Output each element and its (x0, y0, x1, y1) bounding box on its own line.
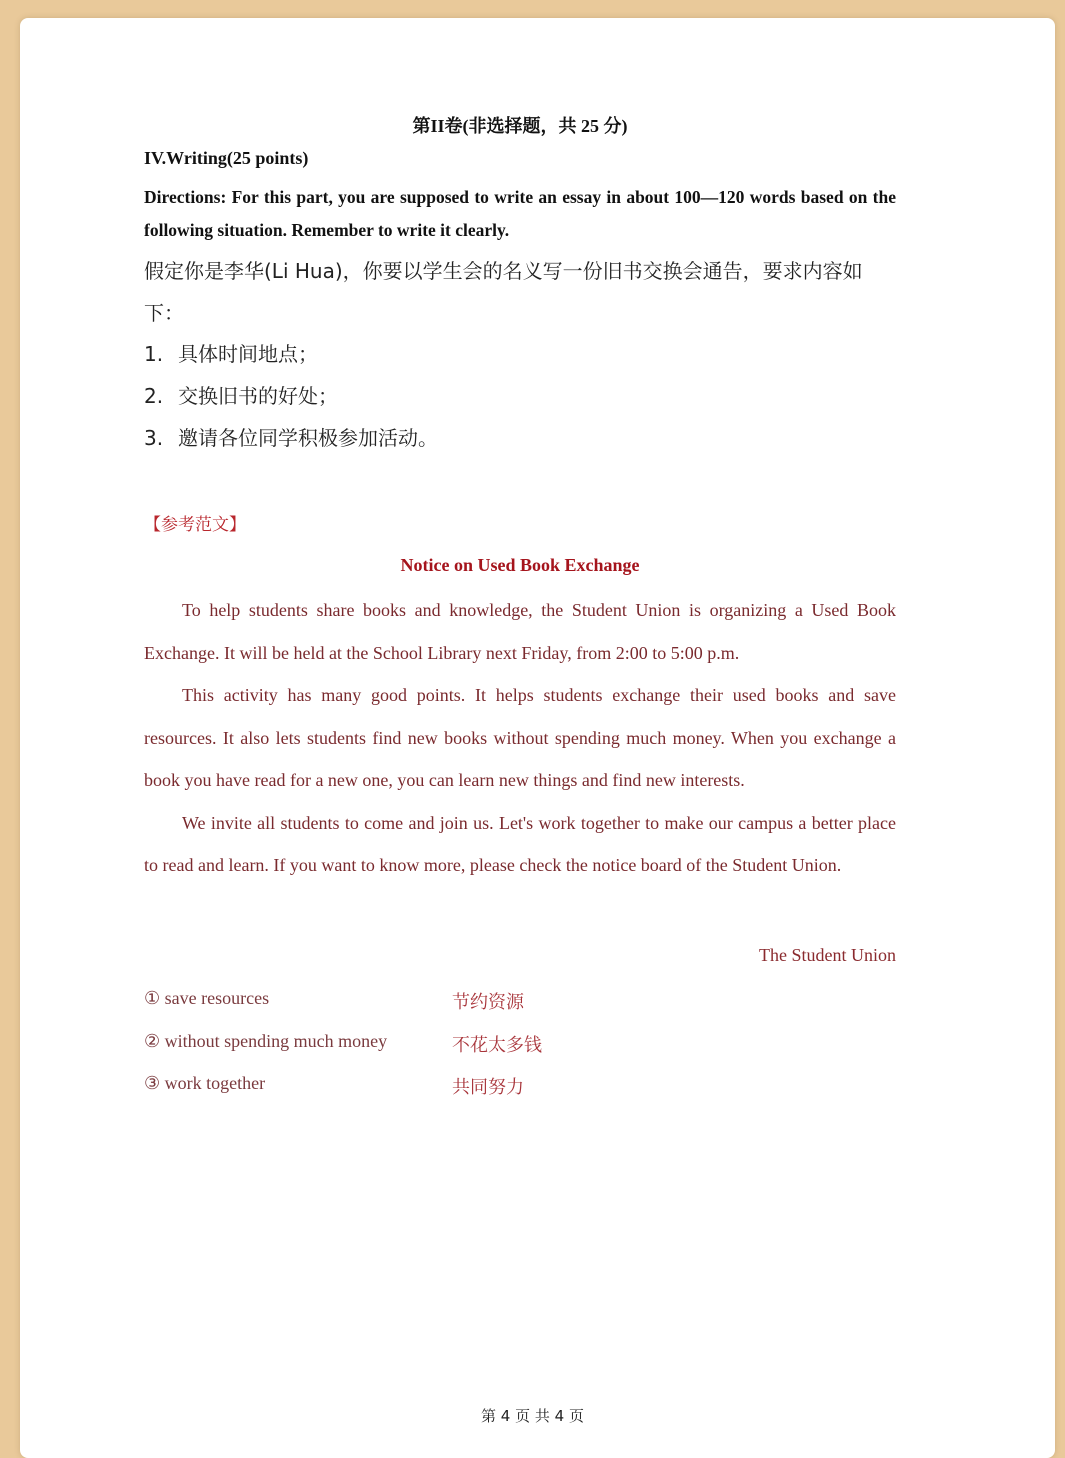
vocabulary-item (144, 1031, 896, 1074)
task-prompt: 假定你是李华(Li Hua)，你要以学生会的名义写一份旧书交换会通告，要求内容如下： (144, 259, 863, 325)
vocabulary-item (144, 988, 896, 1031)
requirement-number: 1. (144, 342, 164, 366)
reference-tag: 【参考范文】 (144, 515, 246, 535)
vocabulary-english: ① save resources (144, 988, 270, 1008)
essay-paragraph: We invite all students to come and join us. Let's work together to make our campus a better place to read and learn. If you want to know more, please check the notice board of the Student Union. (144, 812, 896, 875)
requirement-item (144, 333, 438, 375)
requirement-item (144, 375, 438, 417)
requirement-number: 3. (144, 426, 164, 450)
requirement-item (144, 417, 438, 459)
essay-signature: The Student Union (759, 945, 896, 965)
vocabulary-english: ③ work together (144, 1073, 266, 1093)
essay-paragraph: To help students share books and knowledge, the Student Union is organizing a Used Book Exchange. It will be held at the School Library next Friday, from 2:00 to 5:00 p.m. (144, 600, 896, 663)
essay-title: Notice on Used Book Exchange (400, 555, 640, 575)
requirement-text: 交换旧书的好处； (178, 384, 338, 408)
requirement-text: 具体时间地点； (178, 342, 318, 366)
section-title: 第II卷(非选择题，共 25 分) (412, 116, 628, 136)
directions-text: Directions: For this part, you are supposed to write an essay in about 100—120 words based on the following situation. Remember to write it clearly. (144, 187, 896, 240)
vocabulary-chinese: 不花太多钱 (452, 1034, 542, 1056)
requirements-list (144, 333, 438, 459)
vocabulary-item (144, 1073, 896, 1116)
page-number-footer: 第 4 页 共 4 页 (481, 1407, 584, 1425)
vocabulary-list (144, 988, 896, 1116)
essay-paragraph: This activity has many good points. It helps students exchange their used books and save resources. It also lets students find new books without spending much money. When you exchange a book you have read for a new one, you can learn new things and find new interests. (144, 685, 896, 790)
vocabulary-chinese: 节约资源 (452, 992, 524, 1013)
writing-heading: IV.Writing(25 points) (144, 148, 309, 168)
requirement-number: 2. (144, 384, 164, 408)
requirement-text: 邀请各位同学积极参加活动。 (178, 426, 438, 450)
essay-body (144, 589, 896, 887)
vocabulary-english: ② without spending much money (144, 1030, 388, 1051)
vocabulary-chinese: 共同努力 (452, 1077, 524, 1098)
